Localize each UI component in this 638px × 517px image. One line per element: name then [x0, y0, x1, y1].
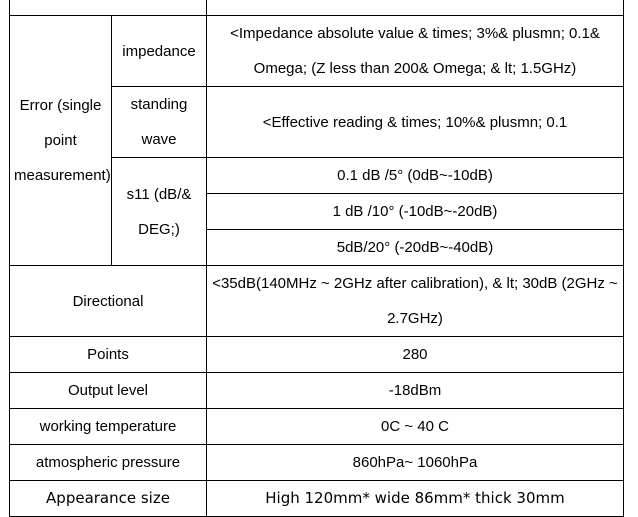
- s11-value-2: 1 dB /10° (-10dB~-20dB): [207, 194, 624, 230]
- table-row-appearance-size: [10, 481, 624, 517]
- s11-value-1: 0.1 dB /5° (0dB~-10dB): [207, 158, 624, 194]
- cell-blank: [10, 0, 207, 16]
- table-row-working-temperature: [10, 409, 624, 445]
- directional-value: <35dB(140MHz ~ 2GHz after calibration), & lt; 30dB (2GHz ~ 2.7GHz): [207, 266, 624, 337]
- table-row-top-partial: [10, 0, 624, 16]
- table-row-directional: [10, 266, 624, 337]
- directional-label: Directional: [10, 266, 207, 337]
- atmospheric-pressure-label: atmospheric pressure: [10, 445, 207, 481]
- working-temperature-value: 0C ~ 40 C: [207, 409, 624, 445]
- table-row-output-level: [10, 373, 624, 409]
- table-row-atmospheric-pressure: [10, 445, 624, 481]
- table-row-points: [10, 337, 624, 373]
- error-group-label: Error (single point measurement): [10, 16, 112, 266]
- impedance-label: impedance: [112, 16, 207, 87]
- working-temperature-label: working temperature: [10, 409, 207, 445]
- output-level-value: -18dBm: [207, 373, 624, 409]
- s11-value-3: 5dB/20° (-20dB~-40dB): [207, 230, 624, 266]
- points-label: Points: [10, 337, 207, 373]
- spec-table: [9, 0, 624, 517]
- atmospheric-pressure-value: 860hPa~ 1060hPa: [207, 445, 624, 481]
- appearance-size-label: Appearance size: [10, 481, 207, 517]
- standing-wave-label: standing wave: [112, 87, 207, 158]
- table-row-impedance: [10, 16, 624, 87]
- s11-label: s11 (dB/& DEG;): [112, 158, 207, 266]
- points-value: 280: [207, 337, 624, 373]
- standing-wave-value: <Effective reading & times; 10%& plusmn; 0.1: [207, 87, 624, 158]
- appearance-size-value: High 120mm* wide 86mm* thick 30mm: [207, 481, 624, 517]
- cell-blank: [207, 0, 624, 16]
- impedance-value: <Impedance absolute value & times; 3%& plusmn; 0.1& Omega; (Z less than 200& Omega; & lt; 1.5GHz): [207, 16, 624, 87]
- output-level-label: Output level: [10, 373, 207, 409]
